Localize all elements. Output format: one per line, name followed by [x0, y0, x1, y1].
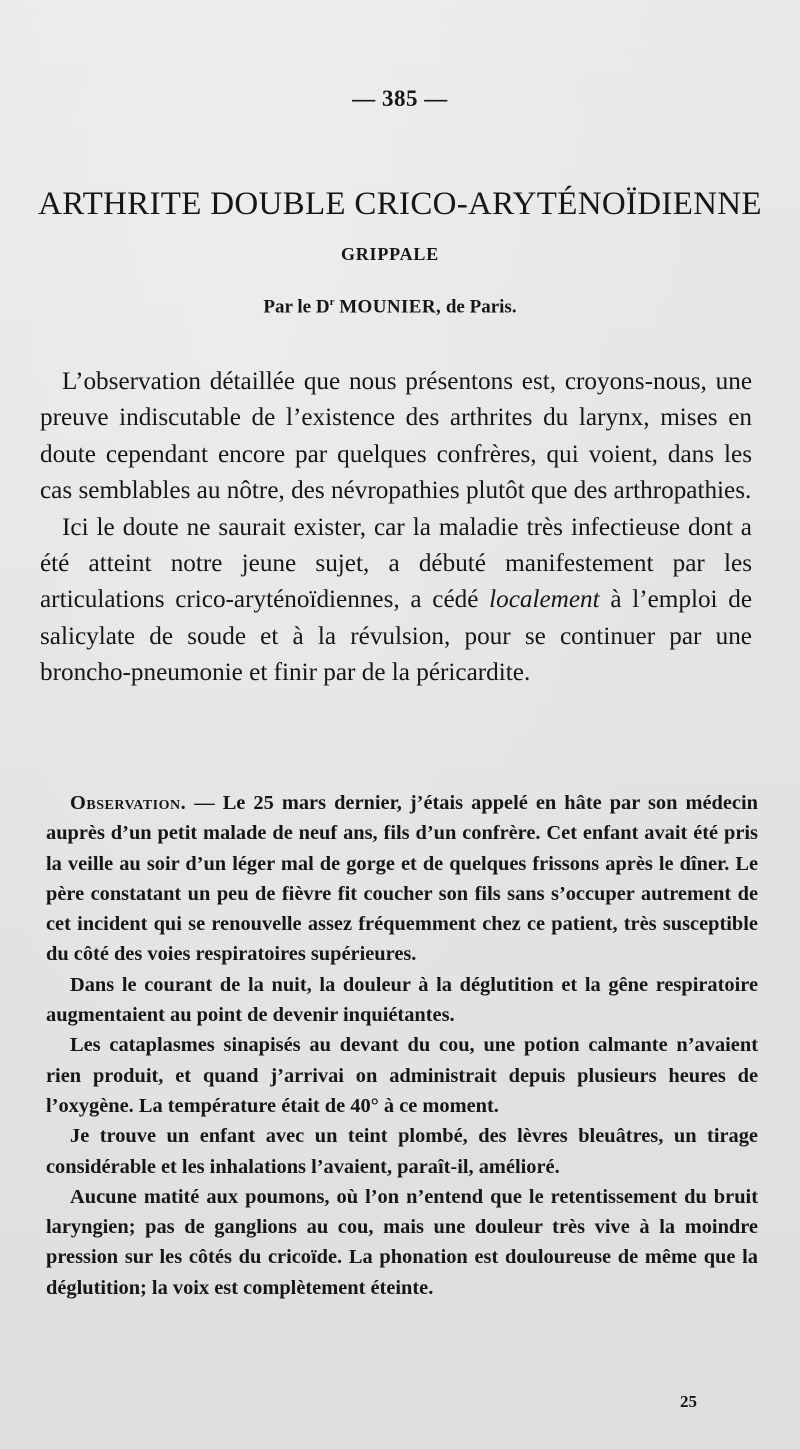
- observation-text-1: — Le 25 mars dernier, j’étais appelé en hâte par son médecin auprès d’un petit malade de neuf ans, fils d’un confrère. Cet enfant avait été pris la veille au soir d’un léger mal de gorge et de quelques frissons après le dîner. Le père constatant un peu de fièvre fit coucher son fils sans s’occuper autrement de cet incident qui se renouvelle assez fréquemment chez ce patient, très susceptible du côté des voies respiratoires supérieures.: [46, 792, 758, 966]
- printer-signature: 25: [680, 1392, 697, 1411]
- byline-suffix: de Paris.: [445, 296, 517, 318]
- observation-paragraph-2: Dans le courant de la nuit, la douleur à la déglutition et la gêne respiratoire augmentaient au point de devenir inquiétantes.: [46, 973, 758, 1027]
- page-number: — 385 —: [352, 86, 448, 111]
- intro-section: [40, 364, 752, 692]
- article-title: ARTHRITE DOUBLE CRICO-ARYTÉNOÏDIENNE: [38, 186, 762, 222]
- author-name: MOUNIER,: [339, 296, 442, 318]
- byline-prefix: Par le D: [263, 296, 330, 318]
- italic-term: localement: [489, 586, 600, 614]
- observation-section: [46, 788, 758, 1303]
- byline: [0, 296, 780, 318]
- intro-paragraph-1: L’observation détaillée que nous présentons est, croyons-nous, une preuve indiscutable de l’existence des arthrites du larynx, mises en doute cependant encore par quelques confrères, qui voient, dans les cas semblables au nôtre, des névropathies plutôt que des arthropathies.: [40, 368, 752, 505]
- intro-paragraph-2-end: à l’emploi de salicylate de soude et à la révulsion, pour se continuer par une broncho-pneumonie et finir par de la péricardite.: [40, 586, 753, 687]
- observation-paragraph-1: [46, 788, 758, 970]
- article-subtitle: GRIPPALE: [340, 244, 440, 264]
- observation-paragraph-5: Aucune matité aux poumons, où l’on n’entend que le retentissement du bruit laryngien; pas de ganglions au cou, mais une douleur très vive à la moindre pression sur les côtés du cricoïde. La phonation est douloureuse de même que la déglutition; la voix est complètement éteinte.: [46, 1185, 758, 1299]
- intro-paragraph-2-start: Ici le doute ne saurait exister, car la maladie très infectieuse dont a été atteint notre jeune sujet, a débuté manifestement par les articulations crico-aryténoïdiennes, a cédé: [40, 513, 752, 614]
- observation-paragraph-3: Les cataplasmes sinapisés au devant du cou, une potion calmante n’avaient rien produit, et quand j’arrivai on administrait depuis plusieurs heures de l’oxygène. La température était de 40° à ce moment.: [46, 1034, 758, 1117]
- observation-paragraph-4: Je trouve un enfant avec un teint plombé, des lèvres bleuâtres, un tirage considérable et les inhalations l’avaient, paraît-il, amélioré.: [46, 1125, 758, 1178]
- byline-superscript: r: [329, 296, 335, 308]
- observation-label: Observation.: [70, 792, 187, 814]
- intro-paragraph-2: [40, 510, 752, 692]
